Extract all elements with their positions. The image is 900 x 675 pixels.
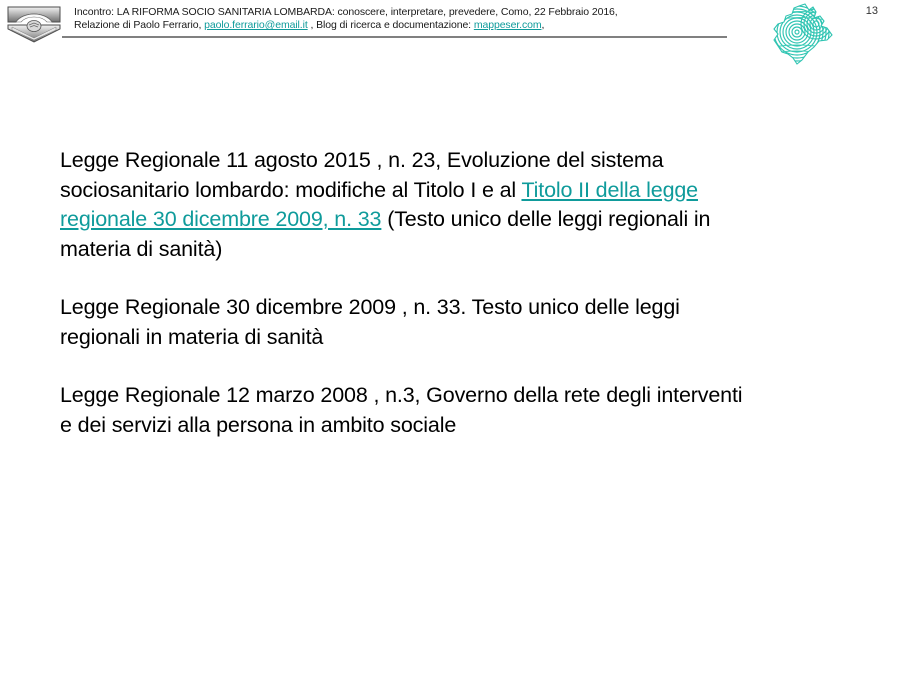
slide-number: 13 (865, 5, 878, 17)
author-email-link[interactable]: paolo.ferrario@email.it (204, 19, 308, 31)
paragraph-legge-23-2015 (60, 146, 750, 264)
header-line2-suffix: , (541, 19, 545, 31)
header-line2-prefix: Relazione di Paolo Ferrario, (74, 19, 205, 31)
body-text-legge-3-2008-0: Legge Regionale 12 marzo 2008 , n.3, Governo della rete degli interventi e dei servizi alla persona in ambito sociale (60, 383, 743, 437)
paragraph-legge-3-2008 (60, 381, 750, 440)
slide-body (60, 146, 750, 440)
body-text-legge-23-2015-0: Legge Regionale 11 agosto 2015 , n. 23, Evoluzione del sistema sociosanitario lombardo: modifiche al Titolo I e al (60, 148, 664, 202)
lombardy-region-map-icon (764, 2, 844, 68)
body-text-legge-23-2015-2: (Testo unico delle leggi regionali in materia di sanità) (60, 207, 711, 261)
slide-header (0, 0, 900, 72)
body-link-legge-23-2015[interactable]: Titolo II della legge regionale 30 dicembre 2009, n. 33 (60, 177, 698, 231)
conference-logo-icon (6, 4, 62, 44)
paragraph-legge-33-2009 (60, 293, 750, 352)
header-credits (74, 6, 724, 32)
body-text-legge-33-2009-0: Legge Regionale 30 dicembre 2009 , n. 33. Testo unico delle leggi regionali in materia di sanità (60, 295, 680, 349)
header-divider (62, 36, 727, 38)
header-line2-middle: , Blog di ricerca e documentazione: (307, 19, 474, 31)
header-line-1: Incontro: LA RIFORMA SOCIO SANITARIA LOMBARDA: conoscere, interpretare, prevedere, Como, 22 Febbraio 2016, (74, 6, 618, 18)
blog-link[interactable]: mappeser.com (473, 19, 542, 31)
header-line-2 (74, 19, 724, 32)
